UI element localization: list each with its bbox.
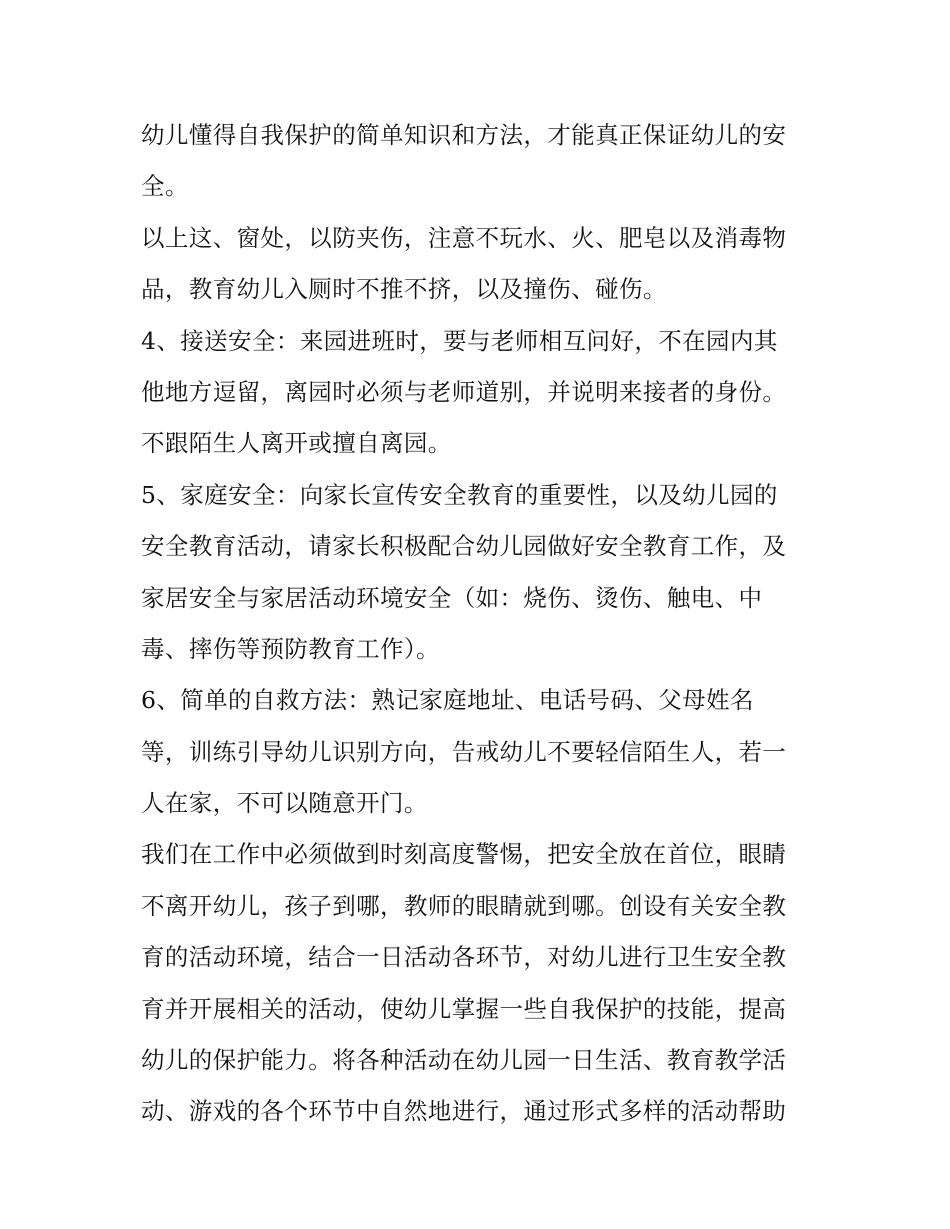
text-line: 动、游戏的各个环节中自然地进行，通过形式多样的活动帮助 [141, 1097, 787, 1126]
text-line: 不离开幼儿，孩子到哪，教师的眼睛就到哪。创设有关安全教 [141, 891, 787, 920]
text-line: 育并开展相关的活动，使幼儿掌握一些自我保护的技能，提高 [141, 994, 787, 1023]
text-line: 安全教育活动，请家长积极配合幼儿园做好安全教育工作，及 [141, 532, 787, 561]
text-line: 等，训练引导幼儿识别方向，告戒幼儿不要轻信陌生人，若一 [141, 737, 787, 766]
text-line: 6、简单的自救方法：熟记家庭地址、电话号码、父母姓名 [141, 686, 754, 715]
text-line: 不跟陌生人离开或擅自离园。 [141, 429, 452, 458]
text-line: 我们在工作中必须做到时刻高度警惕，把安全放在首位，眼睛 [141, 840, 787, 869]
text-line: 育的活动环境，结合一日活动各环节，对幼儿进行卫生安全教 [141, 943, 787, 972]
text-line: 品，教育幼儿入厕时不推不挤，以及撞伤、碰伤。 [141, 275, 667, 304]
text-line: 以上这、窗处，以防夹伤，注意不玩水、火、肥皂以及消毒物 [141, 223, 787, 252]
text-line: 家居安全与家居活动环境安全（如：烧伤、烫伤、触电、中 [141, 583, 763, 612]
text-line: 人在家，不可以随意开门。 [141, 789, 428, 818]
body-text [141, 110, 821, 1138]
text-line: 毒、摔伤等预防教育工作）。 [141, 634, 440, 663]
text-line: 4、接送安全：来园进班时，要与老师相互问好，不在园内其 [141, 326, 778, 355]
text-line: 他地方逗留，离园时必须与老师道别，并说明来接者的身份。 [141, 377, 787, 406]
text-line: 5、家庭安全：向家长宣传安全教育的重要性，以及幼儿园的 [141, 480, 778, 509]
text-line: 幼儿懂得自我保护的简单知识和方法，才能真正保证幼儿的安 [141, 121, 787, 149]
text-line: 全。 [141, 172, 189, 201]
text-line: 幼儿的保护能力。将各种活动在幼儿园一日生活、教育教学活 [141, 1046, 787, 1075]
